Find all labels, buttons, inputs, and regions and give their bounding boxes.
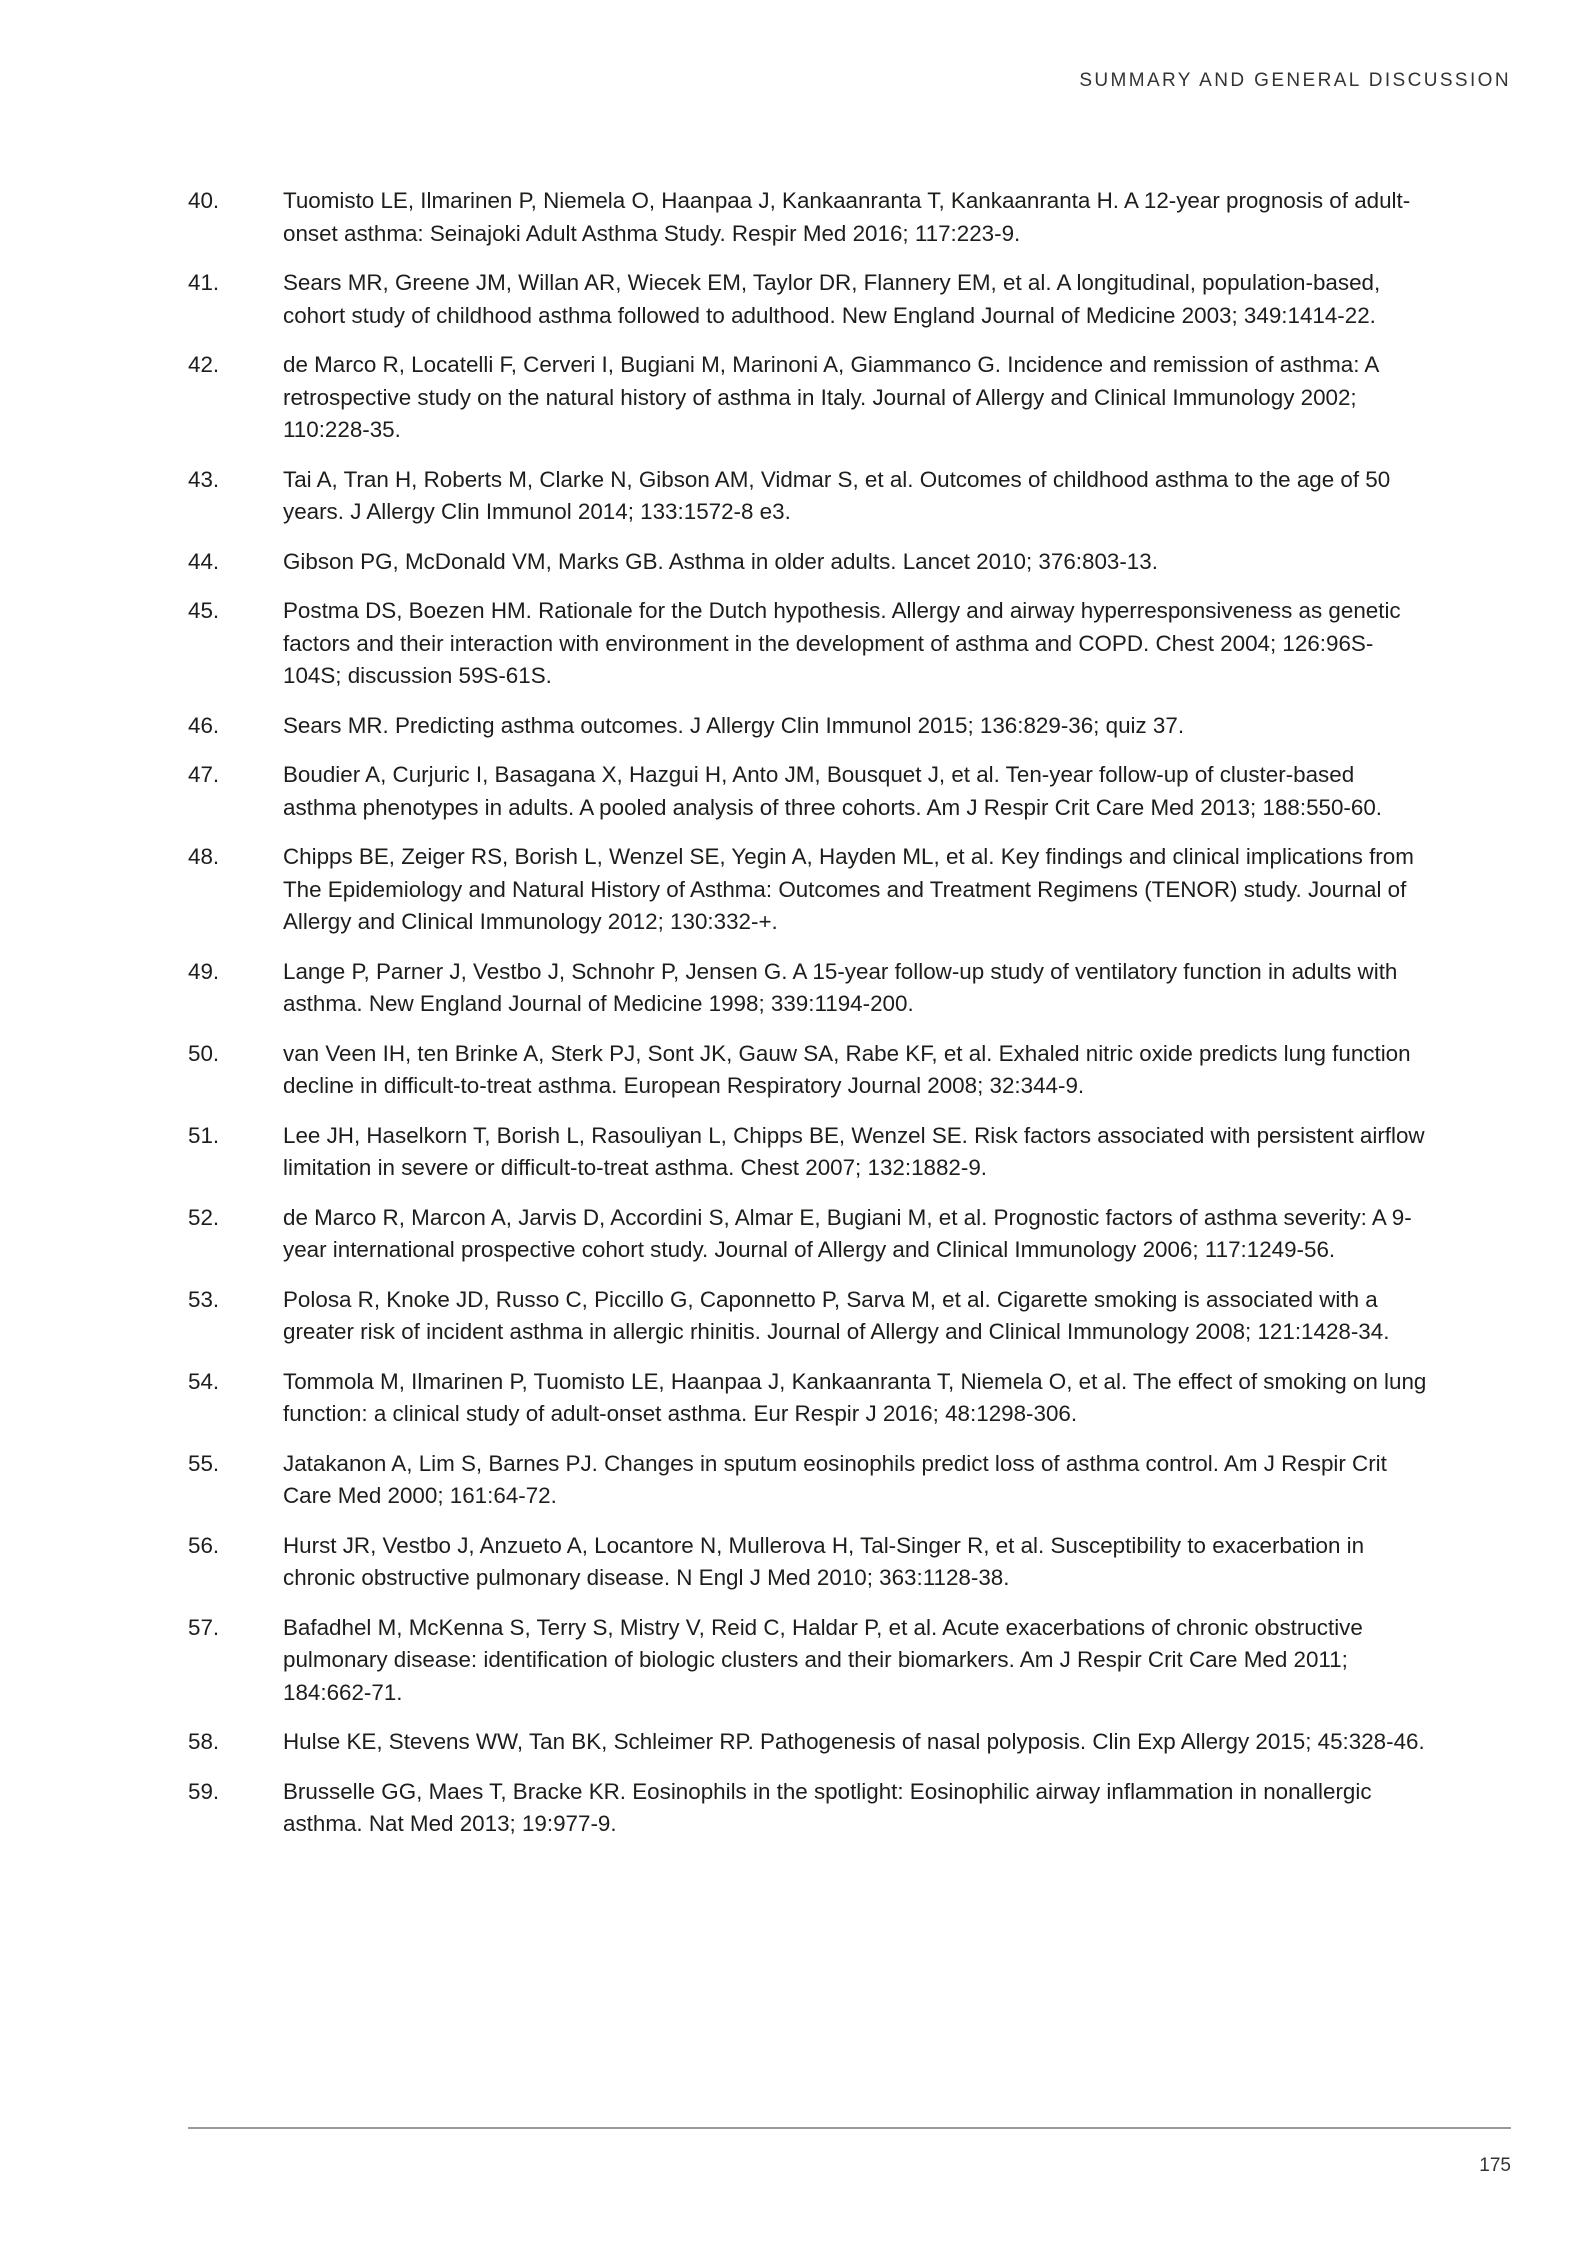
reference-text: Hulse KE, Stevens WW, Tan BK, Schleimer RP. Pathogenesis of nasal polyposis. Clin Exp Allergy 2015; 45:328-46. — [283, 1729, 1425, 1754]
reference-text: de Marco R, Marcon A, Jarvis D, Accordini S, Almar E, Bugiani M, et al. Prognostic factors of asthma severity: A 9-year international prospective cohort study. Journal of Allergy and Clinical Immunology 2006; 117:1249-56. — [283, 1204, 1412, 1262]
reference-number: 59. — [188, 1778, 220, 1804]
running-header: SUMMARY AND GENERAL DISCUSSION — [1079, 70, 1511, 91]
reference-number: 50. — [188, 1040, 220, 1066]
reference-text: Chipps BE, Zeiger RS, Borish L, Wenzel SE, Yegin A, Hayden ML, et al. Key findings and clinical implications from The Epidemiology and Natural History of Asthma: Outcomes and Treatment Regimens (TENOR) study. Journal of Allergy and Clinical Immunology 2012; 130:332-+. — [283, 844, 1414, 934]
reference-number: 41. — [188, 270, 220, 295]
reference-number: 52. — [188, 1204, 220, 1230]
reference-number: 55. — [188, 1450, 220, 1476]
reference-item — [188, 759, 1428, 824]
reference-text: Postma DS, Boezen HM. Rationale for the Dutch hypothesis. Allergy and airway hyperresponsiveness as genetic factors and their interaction with environment in the development of asthma and COPD. Chest 2004; 126:96S-104S; discussion 59S-61S. — [283, 598, 1401, 688]
reference-item — [188, 464, 1428, 529]
reference-text: Sears MR. Predicting asthma outcomes. J Allergy Clin Immunol 2015; 136:829-36; quiz 37. — [283, 712, 1185, 738]
reference-item — [188, 956, 1428, 1021]
reference-number: 42. — [188, 352, 220, 377]
footer-divider — [188, 2127, 1511, 2129]
reference-number: 40. — [188, 188, 220, 213]
reference-item — [188, 1284, 1428, 1349]
reference-text: Gibson PG, McDonald VM, Marks GB. Asthma in older adults. Lancet 2010; 376:803-13. — [283, 548, 1158, 574]
reference-number: 43. — [188, 466, 220, 492]
reference-item — [188, 595, 1428, 693]
reference-text: Lee JH, Haselkorn T, Borish L, Rasouliyan L, Chipps BE, Wenzel SE. Risk factors associated with persistent airflow limitation in severe or difficult-to-treat asthma. Chest 2007; 132:1882-9. — [283, 1122, 1425, 1180]
reference-text: Polosa R, Knoke JD, Russo C, Piccillo G, Caponnetto P, Sarva M, et al. Cigarette smoking is associated with a greater risk of incident asthma in allergic rhinitis. Journal of Allergy and Clinical Immunology 2008; 121:1428-34. — [283, 1286, 1390, 1344]
reference-text: de Marco R, Locatelli F, Cerveri I, Bugiani M, Marinoni A, Giammanco G. Incidence and remission of asthma: A retrospective study on the natural history of asthma in Italy. Journal of Allergy and Clinical Immunology 2002; 110:228-35. — [283, 352, 1379, 442]
reference-list — [188, 185, 1428, 1858]
reference-item — [188, 710, 1428, 743]
reference-number: 48. — [188, 844, 220, 869]
reference-text: Bafadhel M, McKenna S, Terry S, Mistry V, Reid C, Haldar P, et al. Acute exacerbations of chronic obstructive pulmonary disease: identification of biologic clusters and their biomarkers. Am J Respir Crit Care Med 2011; 184:662-71. — [283, 1614, 1363, 1705]
page-number: 175 — [1479, 2155, 1511, 2176]
reference-item — [188, 185, 1428, 250]
reference-text: Tai A, Tran H, Roberts M, Clarke N, Gibson AM, Vidmar S, et al. Outcomes of childhood asthma to the age of 50 years. J Allergy Clin Immunol 2014; 133:1572-8 e3. — [283, 466, 1391, 524]
reference-text: Hurst JR, Vestbo J, Anzueto A, Locantore N, Mullerova H, Tal-Singer R, et al. Susceptibility to exacerbation in chronic obstructive pulmonary disease. N Engl J Med 2010; 363:1128-38. — [283, 1532, 1365, 1590]
reference-item — [188, 1120, 1428, 1185]
reference-text: Tuomisto LE, Ilmarinen P, Niemela O, Haanpaa J, Kankaanranta T, Kankaanranta H. A 12-year prognosis of adult-onset asthma: Seinajoki Adult Asthma Study. Respir Med 2016; 117:223-9. — [283, 188, 1411, 246]
reference-text: Brusselle GG, Maes T, Bracke KR. Eosinophils in the spotlight: Eosinophilic airway inflammation in nonallergic asthma. Nat Med 2013; 19:977-9. — [283, 1778, 1372, 1836]
reference-item — [188, 1448, 1428, 1513]
reference-text: Lange P, Parner J, Vestbo J, Schnohr P, Jensen G. A 15-year follow-up study of ventilatory function in adults with asthma. New England Journal of Medicine 1998; 339:1194-200. — [283, 958, 1398, 1016]
reference-item — [188, 1202, 1428, 1267]
reference-text: Sears MR, Greene JM, Willan AR, Wiecek EM, Taylor DR, Flannery EM, et al. A longitudinal, population-based, cohort study of childhood asthma followed to adulthood. New England Journal of Medicine 2003; 349:1414-22. — [283, 270, 1381, 328]
reference-text: Jatakanon A, Lim S, Barnes PJ. Changes in sputum eosinophils predict loss of asthma control. Am J Respir Crit Care Med 2000; 161:64-72. — [283, 1450, 1387, 1508]
reference-number: 47. — [188, 762, 220, 787]
reference-number: 57. — [188, 1614, 220, 1640]
reference-text: van Veen IH, ten Brinke A, Sterk PJ, Sont JK, Gauw SA, Rabe KF, et al. Exhaled nitric oxide predicts lung function decline in difficult-to-treat asthma. European Respiratory Journal 2008; 32:344-9. — [283, 1040, 1411, 1098]
reference-item — [188, 1366, 1428, 1431]
reference-item — [188, 1776, 1428, 1841]
reference-item — [188, 267, 1428, 332]
reference-number: 54. — [188, 1368, 220, 1394]
reference-item — [188, 1038, 1428, 1103]
reference-item — [188, 349, 1428, 447]
reference-item — [188, 546, 1428, 579]
reference-item — [188, 1612, 1428, 1710]
reference-number: 58. — [188, 1729, 220, 1754]
reference-item — [188, 1530, 1428, 1595]
reference-text: Boudier A, Curjuric I, Basagana X, Hazgui H, Anto JM, Bousquet J, et al. Ten-year follow-up of cluster-based asthma phenotypes in adults. A pooled analysis of three cohorts. Am J Respir Crit Care Med 2013; 188:550-60. — [283, 762, 1383, 820]
reference-number: 53. — [188, 1286, 220, 1312]
reference-number: 45. — [188, 598, 220, 623]
reference-number: 56. — [188, 1532, 220, 1558]
reference-text: Tommola M, Ilmarinen P, Tuomisto LE, Haanpaa J, Kankaanranta T, Niemela O, et al. The effect of smoking on lung function: a clinical study of adult-onset asthma. Eur Respir J 2016; 48:1298-306. — [283, 1368, 1427, 1426]
reference-number: 49. — [188, 958, 220, 984]
reference-item — [188, 841, 1428, 939]
reference-number: 51. — [188, 1122, 220, 1148]
reference-number: 46. — [188, 712, 220, 738]
reference-number: 44. — [188, 548, 220, 574]
reference-item — [188, 1726, 1428, 1759]
